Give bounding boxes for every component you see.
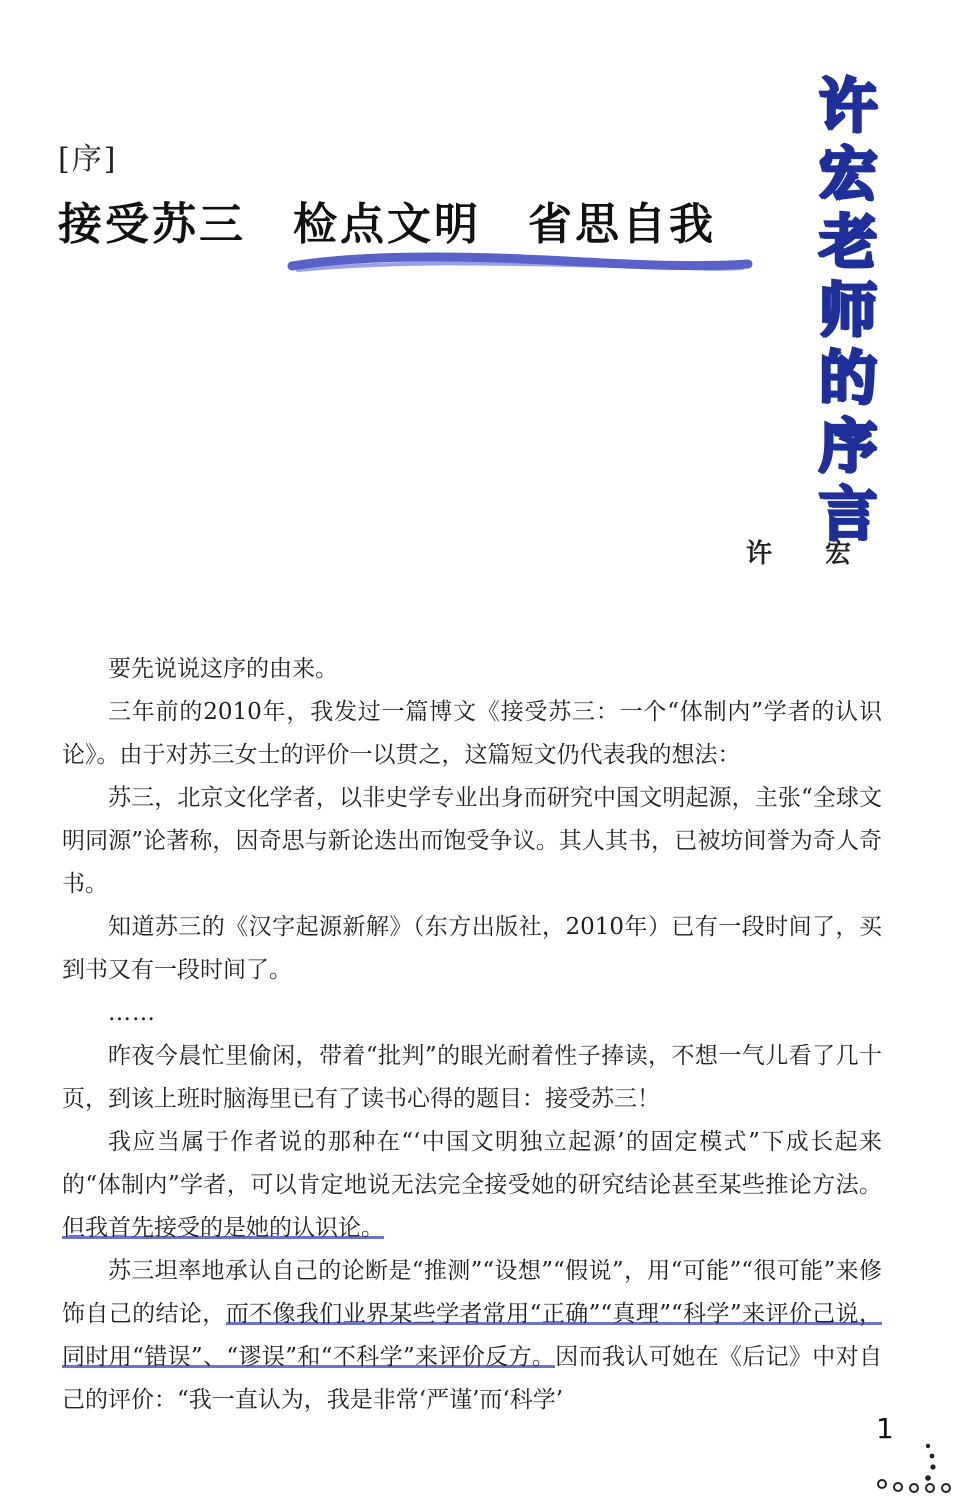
paragraph-ellipsis: …… bbox=[108, 1000, 156, 1026]
side-title-char: 的 bbox=[818, 344, 877, 412]
page-number-dots-decoration bbox=[870, 1440, 960, 1496]
paragraph-text: 因而我认可她在《后记》中对自己的评价：“我一直认为，我是非常‘严谨’而‘科学’ bbox=[62, 1344, 883, 1413]
side-handwritten-title bbox=[808, 72, 888, 548]
highlighted-text: 但我首先接受的是她的认识论。 bbox=[62, 1215, 384, 1241]
paragraph: 昨夜今晨忙里偷闲，带着“批判”的眼光耐着性子捧读，不想一气儿看了几十页，到该上班时脑海里已有了读书心得的题目：接受苏三！ bbox=[62, 1043, 882, 1112]
paragraph: 知道苏三的《汉字起源新解》（东方出版社，2010年）已有一段时间了，买到书又有一段时间了。 bbox=[62, 914, 882, 983]
page-title: 接受苏三 检点文明 省思自我 bbox=[58, 199, 716, 250]
author-name: 许 宏 bbox=[746, 539, 874, 569]
paragraph bbox=[62, 1250, 882, 1422]
title-underline-marker bbox=[286, 246, 756, 282]
paragraph bbox=[62, 1121, 882, 1250]
side-title-char: 老 bbox=[818, 208, 877, 276]
section-tag: [序] bbox=[58, 142, 118, 177]
highlighted-text: 而不像我们业界某些学者常用“正确”“真理”“科学”来评价己说，同时用“错误”、“谬误”和“不科学”来评价反方。 bbox=[62, 1301, 882, 1370]
side-title-char: 序 bbox=[818, 412, 877, 480]
paragraph: 苏三，北京文化学者，以非史学专业出身而研究中国文明起源，主张“全球文明同源”论著称，因奇思与新论迭出而饱受争议。其人其书，已被坊间誉为奇人奇书。 bbox=[62, 785, 882, 897]
paragraph-text: 我应当属于作者说的那种在“‘中国文明独立起源’的固定模式”下成长起来的“体制内”学者，可以肯定地说无法完全接受她的研究结论甚至某些推论方法。 bbox=[62, 1129, 882, 1198]
side-title-char: 许 bbox=[818, 72, 877, 140]
paragraph: 要先说说这序的由来。 bbox=[108, 656, 338, 682]
side-title-char: 宏 bbox=[818, 140, 877, 208]
body-text bbox=[62, 648, 882, 1422]
side-title-char: 言 bbox=[818, 480, 877, 548]
side-title-char: 师 bbox=[818, 276, 877, 344]
paragraph-text: 苏三坦率地承认自己的论断是“推测”“设想”“假说”，用“可能”“很可能”来修饰自己的结论， bbox=[62, 1258, 882, 1327]
page-number: 1 bbox=[876, 1412, 894, 1445]
paragraph: 三年前的2010年，我发过一篇博文《接受苏三：一个“体制内”学者的认识论》。由于对苏三女士的评价一以贯之，这篇短文仍代表我的想法： bbox=[62, 699, 882, 768]
